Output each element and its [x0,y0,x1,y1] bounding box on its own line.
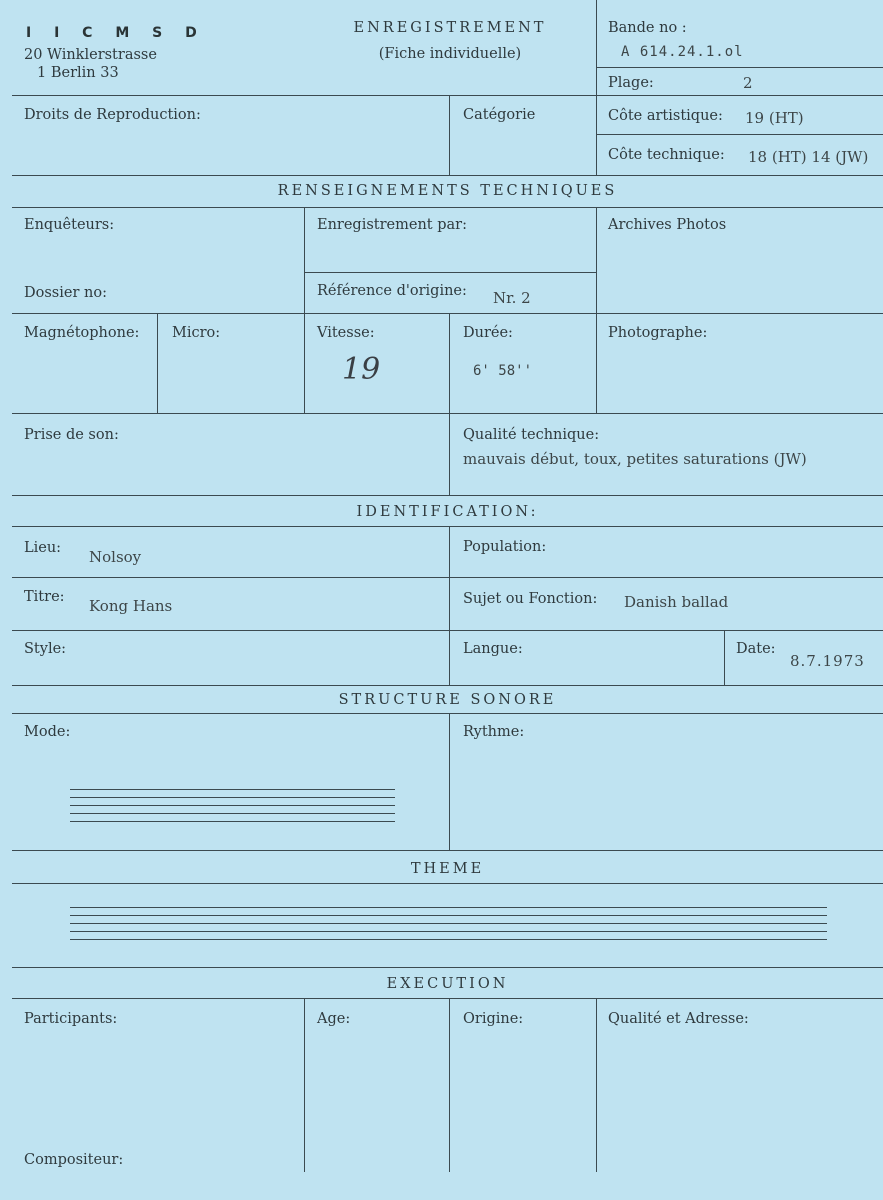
mode-music-staff [70,789,395,829]
section-heading-structure: STRUCTURE SONORE [338,692,557,708]
form-title: ENREGISTREMENT [353,20,547,36]
rule [449,526,450,685]
section-heading-identification: IDENTIFICATION: [356,504,539,520]
rule [12,850,883,851]
rule [596,67,883,68]
form-subtitle: (Fiche individuelle) [378,46,522,62]
langue-label: Langue: [463,641,523,657]
rule [596,207,597,413]
reference-label: Référence d'origine: [317,283,467,299]
age-label: Age: [317,1011,351,1027]
dossier-label: Dossier no: [24,285,107,301]
compositeur-label: Compositeur: [24,1152,124,1168]
sujet-value: Danish ballad [624,593,729,611]
rule [12,577,883,578]
org-logo: I I C M S D [26,25,206,41]
magnetophone-label: Magnétophone: [24,325,140,341]
participants-label: Participants: [24,1011,118,1027]
duree-value: 6' 58'' [473,363,533,379]
sujet-label: Sujet ou Fonction: [463,591,598,607]
cote-artistique-label: Côte artistique: [608,108,723,124]
rule [12,883,883,884]
date-value: 8.7.1973 [790,652,865,670]
rule [596,134,883,135]
rule [449,413,450,495]
droits-label: Droits de Reproduction: [24,107,201,123]
bande-value: A 614.24.1.ol [621,44,744,60]
rule [304,998,305,1172]
rule [449,713,450,850]
cote-artistique-value: 19 (HT) [745,109,804,127]
rule [12,413,883,414]
rule [12,495,883,496]
rule [304,272,596,273]
qualite-technique-value: mauvais début, toux, petites saturations (JW) [463,450,807,468]
mode-label: Mode: [24,724,71,740]
section-heading-execution: EXECUTION [386,976,509,992]
bande-label: Bande no : [608,20,687,36]
rule [157,313,158,413]
rule [12,526,883,527]
rule [449,313,450,413]
rythme-label: Rythme: [463,724,525,740]
population-label: Population: [463,539,547,555]
section-heading-technical: RENSEIGNEMENTS TECHNIQUES [277,183,618,199]
rule [449,95,450,175]
prise-de-son-label: Prise de son: [24,427,119,443]
qualite-adresse-label: Qualité et Adresse: [608,1011,749,1027]
rule [12,998,883,999]
photographe-label: Photographe: [608,325,708,341]
origine-label: Origine: [463,1011,524,1027]
enqueteurs-label: Enquêteurs: [24,217,115,233]
lieu-label: Lieu: [24,540,62,556]
duree-label: Durée: [463,325,513,341]
rule [12,967,883,968]
address-line-2: 1 Berlin 33 [37,65,119,81]
archives-photos-label: Archives Photos [608,217,727,233]
vitesse-handwritten-value: 19 [342,352,381,387]
enregistrement-par-label: Enregistrement par: [317,217,467,233]
rule [724,630,725,685]
plage-value: 2 [743,74,753,92]
rule [596,0,597,175]
rule [12,313,883,314]
theme-music-staff [70,907,827,947]
section-heading-theme: THEME [410,861,485,877]
categorie-label: Catégorie [463,107,536,123]
micro-label: Micro: [172,325,221,341]
rule [12,175,883,176]
rule [449,998,450,1172]
plage-label: Plage: [608,75,654,91]
reference-value: Nr. 2 [493,289,531,307]
rule [12,685,883,686]
rule [12,207,883,208]
rule [12,713,883,714]
rule [12,95,883,96]
date-label: Date: [736,641,776,657]
cote-technique-label: Côte technique: [608,147,725,163]
vitesse-label: Vitesse: [317,325,375,341]
rule [304,207,305,413]
titre-value: Kong Hans [89,597,173,615]
lieu-value: Nolsoy [89,548,142,566]
style-label: Style: [24,641,67,657]
titre-label: Titre: [24,589,65,605]
cote-technique-value: 18 (HT) 14 (JW) [748,148,869,166]
rule [596,998,597,1172]
address-line-1: 20 Winklerstrasse [24,47,157,63]
rule [12,630,883,631]
qualite-technique-label: Qualité technique: [463,427,600,443]
